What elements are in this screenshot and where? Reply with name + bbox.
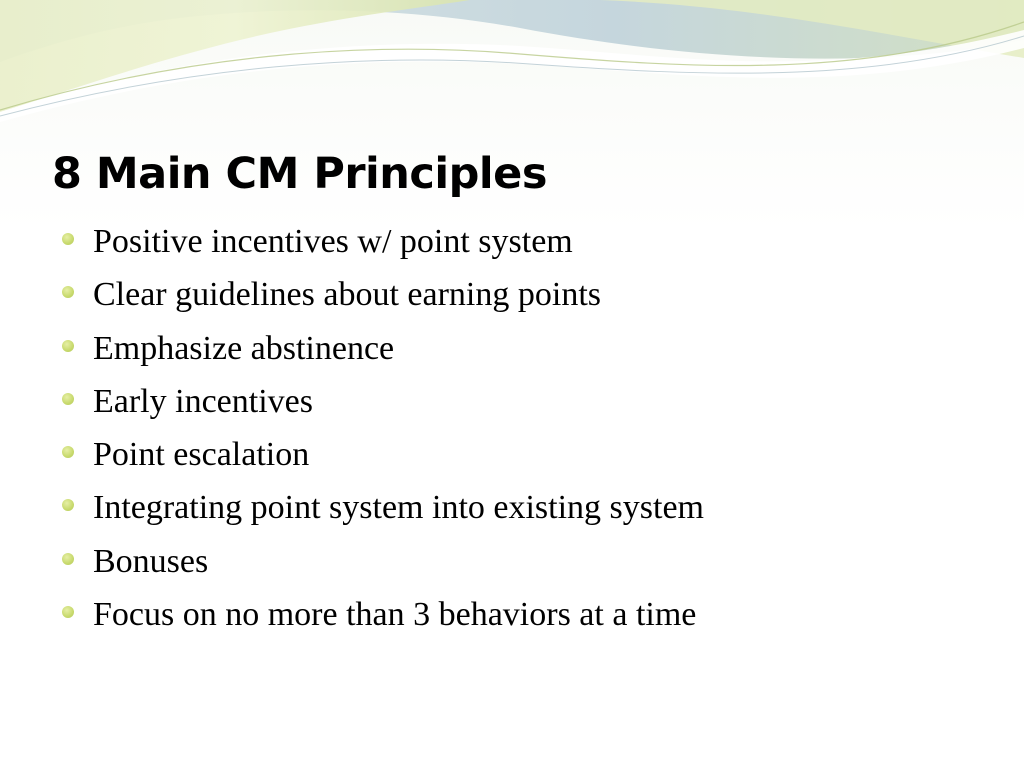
list-item <box>62 220 1002 273</box>
bullet-text: Integrating point system into existing system <box>93 489 705 527</box>
bullet-list <box>62 220 1002 646</box>
list-item <box>62 433 1002 486</box>
bullet-text: Focus on no more than 3 behaviors at a time <box>93 596 697 634</box>
bullet-dot-icon <box>62 286 74 298</box>
list-item <box>62 593 1002 646</box>
list-item <box>62 273 1002 326</box>
bullet-text: Clear guidelines about earning points <box>93 276 601 314</box>
bullet-dot-icon <box>62 446 74 458</box>
bullet-text: Emphasize abstinence <box>93 329 395 367</box>
header-wave-decoration <box>0 0 1024 130</box>
bullet-text: Bonuses <box>93 542 209 580</box>
bullet-text: Point escalation <box>93 436 310 474</box>
bullet-dot-icon <box>62 393 74 405</box>
bullet-dot-icon <box>62 553 74 565</box>
list-item <box>62 327 1002 380</box>
bullet-dot-icon <box>62 499 74 511</box>
bullet-dot-icon <box>62 233 74 245</box>
bullet-text: Positive incentives w/ point system <box>93 223 573 260</box>
list-item <box>62 380 1002 433</box>
bullet-dot-icon <box>62 606 74 618</box>
list-item <box>62 540 1002 593</box>
list-item <box>62 486 1002 539</box>
bullet-text: Early incentives <box>93 382 313 420</box>
slide-title: 8 Main CM Principles <box>52 149 547 199</box>
bullet-dot-icon <box>62 340 74 352</box>
